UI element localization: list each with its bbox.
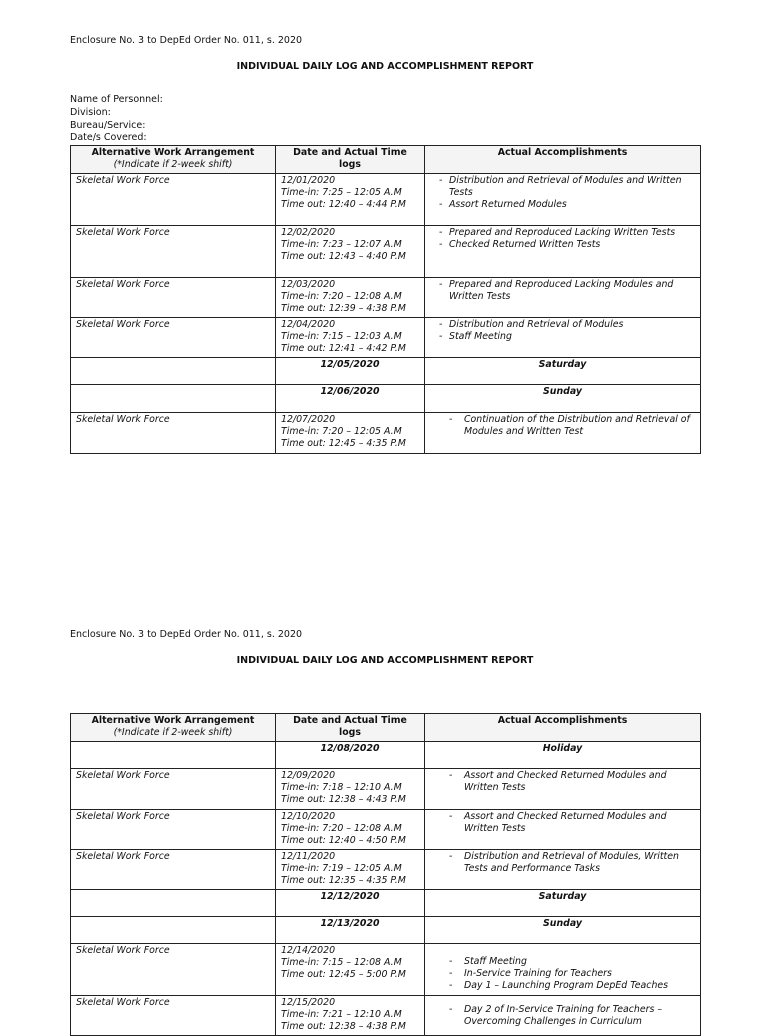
cell-date-time: 12/14/2020 Time-in: 7:15 – 12:08 A.M Time out: 12:45 – 5:00 P.M	[276, 944, 425, 996]
cell-date-time: 12/10/2020 Time-in: 7:20 – 12:08 A.M Time out: 12:40 – 4:50 P.M	[276, 810, 425, 850]
table-row	[71, 278, 701, 318]
cell-date-time: 12/03/2020 Time-in: 7:20 – 12:08 A.M Time out: 12:39 – 4:38 P.M	[276, 278, 425, 318]
report-page-2	[70, 628, 700, 1036]
cell-accomplishments	[425, 810, 701, 850]
table-header-row	[71, 146, 701, 174]
report-page-1	[70, 34, 700, 454]
cell-date-time: 12/07/2020 Time-in: 7:20 – 12:05 A.M Time out: 12:45 – 4:35 P.M	[276, 413, 425, 454]
table-row-weekend	[71, 890, 701, 917]
table-row-holiday	[71, 742, 701, 769]
cell-date-time: 12/02/2020 Time-in: 7:23 – 12:07 A.M Time out: 12:43 – 4:40 P.M	[276, 226, 425, 278]
enclosure-note: Enclosure No. 3 to DepEd Order No. 011, s. 2020	[70, 35, 303, 46]
cell-accomplishments	[425, 226, 701, 278]
cell-date: 12/08/2020	[276, 742, 425, 769]
cell-day: Saturday	[425, 890, 701, 917]
list-item: - Distribution and Retrieval of Modules	[430, 319, 695, 331]
cell-arrangement: Skeletal Work Force	[71, 769, 276, 810]
cell-arrangement: Skeletal Work Force	[71, 174, 276, 226]
cell-arrangement-empty	[71, 742, 276, 769]
report-title: INDIVIDUAL DAILY LOG AND ACCOMPLISHMENT REPORT	[236, 61, 534, 72]
table-row	[71, 944, 701, 996]
field-name-of-personnel: Name of Personnel:	[70, 94, 163, 105]
table-row-weekend	[71, 358, 701, 385]
list-item: - Checked Returned Written Tests	[430, 239, 695, 251]
list-item: - Day 2 of In-Service Training for Teachers – Overcoming Challenges in Curriculum	[430, 1004, 695, 1028]
table-row	[71, 226, 701, 278]
cell-arrangement: Skeletal Work Force	[71, 278, 276, 318]
table-row	[71, 413, 701, 454]
header-accomplishments: Actual Accomplishments	[425, 146, 701, 174]
table-row	[71, 850, 701, 890]
list-item: - Assort and Checked Returned Modules and Written Tests	[430, 811, 695, 835]
list-item: - Prepared and Reproduced Lacking Written Tests	[430, 227, 695, 239]
cell-arrangement: Skeletal Work Force	[71, 944, 276, 996]
cell-arrangement: Skeletal Work Force	[71, 850, 276, 890]
cell-accomplishments	[425, 996, 701, 1036]
cell-date-time: 12/04/2020 Time-in: 7:15 – 12:03 A.M Time out: 12:41 – 4:42 P.M	[276, 318, 425, 358]
list-item: - Assort Returned Modules	[430, 199, 695, 211]
cell-date: 12/06/2020	[276, 385, 425, 413]
cell-arrangement-empty	[71, 358, 276, 385]
cell-arrangement: Skeletal Work Force	[71, 413, 276, 454]
personnel-fields	[70, 94, 700, 145]
table-row	[71, 769, 701, 810]
header-arrangement: Alternative Work Arrangement (*Indicate if 2-week shift)	[71, 714, 276, 742]
cell-accomplishments	[425, 850, 701, 890]
cell-date-time: 12/01/2020 Time-in: 7:25 – 12:05 A.M Time out: 12:40 – 4:44 P.M	[276, 174, 425, 226]
cell-accomplishments	[425, 944, 701, 996]
table-row-weekend	[71, 917, 701, 944]
cell-date-time: 12/11/2020 Time-in: 7:19 – 12:05 A.M Time out: 12:35 – 4:35 P.M	[276, 850, 425, 890]
header-accomplishments: Actual Accomplishments	[425, 714, 701, 742]
cell-arrangement: Skeletal Work Force	[71, 318, 276, 358]
list-item: - Continuation of the Distribution and Retrieval of Modules and Written Test	[430, 414, 695, 438]
table-row	[71, 318, 701, 358]
cell-day: Holiday	[425, 742, 701, 769]
cell-arrangement: Skeletal Work Force	[71, 810, 276, 850]
cell-day: Sunday	[425, 385, 701, 413]
header-arrangement: Alternative Work Arrangement (*Indicate if 2-week shift)	[71, 146, 276, 174]
cell-accomplishments	[425, 318, 701, 358]
list-item: - In-Service Training for Teachers	[430, 968, 695, 980]
header-date-time: Date and Actual Time logs	[276, 146, 425, 174]
cell-accomplishments	[425, 278, 701, 318]
cell-arrangement: Skeletal Work Force	[71, 996, 276, 1036]
cell-date-time: 12/09/2020 Time-in: 7:18 – 12:10 A.M Time out: 12:38 – 4:43 P.M	[276, 769, 425, 810]
list-item: - Assort and Checked Returned Modules and Written Tests	[430, 770, 695, 794]
cell-day: Saturday	[425, 358, 701, 385]
list-item: - Distribution and Retrieval of Modules and Written Tests	[430, 175, 695, 199]
cell-accomplishments	[425, 174, 701, 226]
cell-arrangement: Skeletal Work Force	[71, 226, 276, 278]
field-bureau-service: Bureau/Service:	[70, 119, 146, 131]
cell-date: 12/05/2020	[276, 358, 425, 385]
table-row	[71, 810, 701, 850]
field-division: Division:	[70, 106, 111, 118]
enclosure-note: Enclosure No. 3 to DepEd Order No. 011, s. 2020	[70, 629, 303, 640]
report-title: INDIVIDUAL DAILY LOG AND ACCOMPLISHMENT REPORT	[236, 655, 534, 666]
cell-accomplishments	[425, 413, 701, 454]
list-item: - Staff Meeting	[430, 331, 695, 343]
log-table	[70, 713, 701, 1036]
table-row-weekend	[71, 385, 701, 413]
table-header-row	[71, 714, 701, 742]
list-item: - Distribution and Retrieval of Modules, Written Tests and Performance Tasks	[430, 851, 695, 875]
list-item: - Staff Meeting	[430, 956, 695, 968]
cell-date-time: 12/15/2020 Time-in: 7:21 – 12:10 A.M Time out: 12:38 – 4:38 P.M	[276, 996, 425, 1036]
list-item: - Prepared and Reproduced Lacking Modules and Written Tests	[430, 279, 695, 303]
cell-date: 12/13/2020	[276, 917, 425, 944]
cell-accomplishments	[425, 769, 701, 810]
cell-date: 12/12/2020	[276, 890, 425, 917]
table-row	[71, 174, 701, 226]
cell-day: Sunday	[425, 917, 701, 944]
cell-arrangement-empty	[71, 917, 276, 944]
table-row	[71, 996, 701, 1036]
header-date-time: Date and Actual Time logs	[276, 714, 425, 742]
log-table	[70, 145, 701, 454]
cell-arrangement-empty	[71, 385, 276, 413]
cell-arrangement-empty	[71, 890, 276, 917]
list-item: - Day 1 – Launching Program DepEd Teaches	[430, 980, 695, 992]
field-dates-covered: Date/s Covered:	[70, 132, 147, 144]
